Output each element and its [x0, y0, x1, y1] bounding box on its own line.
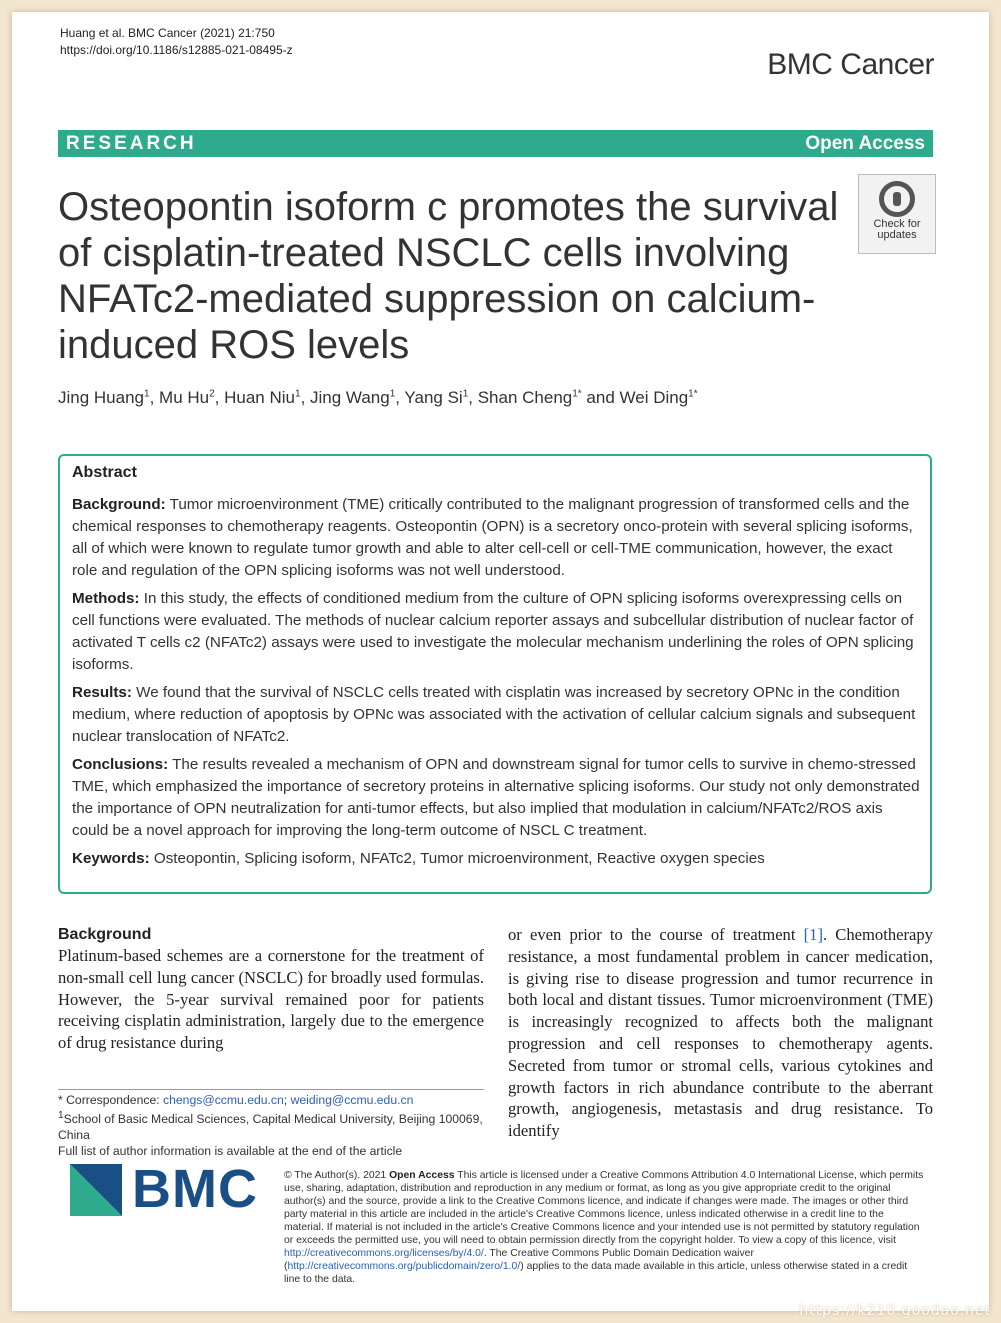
- article-page: [12, 12, 989, 1311]
- bmc-logo: [70, 1159, 270, 1219]
- author[interactable]: Yang Si$^1$: [404, 388, 469, 407]
- email-link[interactable]: weiding@ccmu.edu.cn: [290, 1093, 414, 1107]
- article-type-label: RESEARCH: [66, 133, 197, 154]
- author[interactable]: Wei Ding$^{1*}$: [619, 388, 698, 407]
- author[interactable]: Mu Hu$^2$: [159, 388, 215, 407]
- check-updates-icon: [879, 181, 915, 217]
- abstract-results: Results: We found that the survival of NSCLC cells treated with cisplatin was increased by secretory OPNc in the condition medium, where reduction of apoptosis by OPNc was associated with the activation of cellular calcium signals and subsequent nuclear translocation of NFATc2.: [72, 684, 916, 745]
- correspondence-label: * Correspondence:: [58, 1093, 164, 1107]
- body-column-left: [58, 924, 484, 1054]
- author-info-note: Full list of author information is available at the end of the article: [58, 1144, 403, 1159]
- article-title: Osteopontin isoform c promotes the survival of cisplatin-treated NSCLC cells involving NFATc2-mediated suppression on calcium-induced ROS levels: [58, 185, 839, 367]
- check-updates-line2: updates: [877, 229, 917, 241]
- license-text: © The Author(s). 2021 Open Access This article is licensed under a Creative Commons Attribution 4.0 International License, which permits use, sharing, adaptation, distribution and reproduction in any medium or format, as long as you give appropriate credit to the original author(s) and the source, provide a link to the Creative Commons licence, and indicate if changes were made. The images or other third party material in this article are included in the article's Creative Commons licence, unless indicated otherwise in a credit line to the material. If material is not included in the article's Creative Commons licence and your intended use is not permitted by statutory regulation or exceeds the permitted use, you will need to obtain permission directly from the copyright holder. To view a copy of this licence, visit http://creativecommons.org/licenses/by/4.0/. The Creative Commons Public Domain Dedication waiver (http://creativecommons.org/publicdomain/zero/1.0/) applies to the data made available in this article, unless otherwise stated in a credit line to the data.: [284, 1170, 924, 1285]
- license-url-link[interactable]: http://creativecommons.org/licenses/by/4.0/: [284, 1248, 484, 1259]
- abstract-background: Background: Tumor microenvironment (TME) critically contributed to the malignant progression of transformed cells and the chemical responses to chemotherapy reagents. Osteopontin (OPN) is a secretory onco-protein with several splicing isoforms, all of which were known to regulate tumor growth and able to alter cell-cell or cell-TME communication, however, the exact role and regulation of the OPN splicing isoforms was not well understood.: [72, 496, 913, 579]
- watermark: https://k210.goodao.net: [799, 1303, 991, 1319]
- waiver-url-link[interactable]: http://creativecommons.org/publicdomain/zero/1.0/: [287, 1261, 521, 1272]
- check-for-updates-badge[interactable]: [858, 174, 936, 254]
- abstract-box: [58, 454, 932, 894]
- journal-name: BMC Cancer: [767, 48, 934, 81]
- open-access-label: Open Access: [805, 133, 925, 154]
- body-text: . Chemotherapy resistance, a most fundamental problem in cancer medication, is giving rise to disease progression and tumor recurrence in both local and distant tissues. Tumor microenvironment (TME) is increasingly recognized to affects both the malignant progression and cell responses to chemotherapy agents. Secreted from tumor or stromal cells, various cytokines and growth factors in rich abundance contribute to the aberrant growth, angiogenesis, metastasis and drug resistance. To identify: [508, 925, 933, 1141]
- affiliation: $^1$School of Basic Medical Sciences, Capital Medical University, Beijing 100069, China: [58, 1110, 483, 1143]
- footnote-divider: [58, 1089, 484, 1090]
- author[interactable]: Huan Niu$^1$: [224, 388, 301, 407]
- abstract-methods: Methods: In this study, the effects of conditioned medium from the culture of OPN splicing isoforms overexpressing cells on cell functions were evaluated. The methods of nuclear calcium reporter assays and subcellular distribution of nuclear factor of activated T cells c2 (NFATc2) assays were used to investigate the molecular mechanism underlining the roles of OPN splicing isoforms.: [72, 590, 914, 673]
- author[interactable]: Jing Huang$^1$: [58, 388, 150, 407]
- abstract-heading: Abstract: [72, 464, 137, 481]
- author-list: Jing Huang$^1$, Mu Hu$^2$, Huan Niu$^1$, Jing Wang$^1$, Yang Si$^1$, Shan Cheng$^{1*}$ and Wei Ding$^{1*}$: [58, 388, 698, 407]
- footnote: * Correspondence: chengs@ccmu.edu.cn; weiding@ccmu.edu.cn $^1$School of Basic Medical Sciences, Capital Medical University, Beijing 100069, China Full list of author information is available at the end of the article: [58, 1089, 484, 1159]
- author[interactable]: Shan Cheng$^{1*}$: [477, 388, 582, 407]
- section-heading-background: Background: [58, 926, 152, 943]
- article-type-banner: [58, 130, 933, 157]
- doi-link[interactable]: https://doi.org/10.1186/s12885-021-08495-z: [60, 43, 293, 57]
- body-column-right: [508, 924, 933, 1142]
- open-access-inline-label: Open Access: [389, 1170, 455, 1181]
- body-paragraph: Platinum-based schemes are a cornerstone for the treatment of non-small cell lung cancer (NSCLC) for broadly used formulas. However, the 5-year survival remained poor for patients receiving cisplatin administration, largely due to the emergence of drug resistance during: [58, 946, 484, 1053]
- abstract-keywords: Keywords: Osteopontin, Splicing isoform, NFATc2, Tumor microenvironment, Reactive oxygen species: [72, 850, 765, 867]
- body-text: or even prior to the course of treatment: [508, 925, 804, 944]
- abstract-conclusions: Conclusions: The results revealed a mechanism of OPN and downstream signal for tumor cells to survive in chemo-stressed TME, which emphasized the importance of secretory proteins in alternative splicing isoforms. Our study not only demonstrated the importance of OPN neutralization for anti-tumor effects, but also implied that modulation in calcium/NFATc2/ROS axis could be a novel approach for improving the long-term outcome of NSCL C treatment.: [72, 756, 920, 839]
- citation: Huang et al. BMC Cancer (2021) 21:750: [60, 26, 275, 40]
- check-updates-line1: Check for: [873, 218, 921, 230]
- author[interactable]: Jing Wang$^1$: [310, 388, 396, 407]
- email-link[interactable]: chengs@ccmu.edu.cn: [163, 1093, 284, 1107]
- logo-text: BMC: [132, 1159, 258, 1219]
- citation-link[interactable]: [1]: [803, 925, 823, 944]
